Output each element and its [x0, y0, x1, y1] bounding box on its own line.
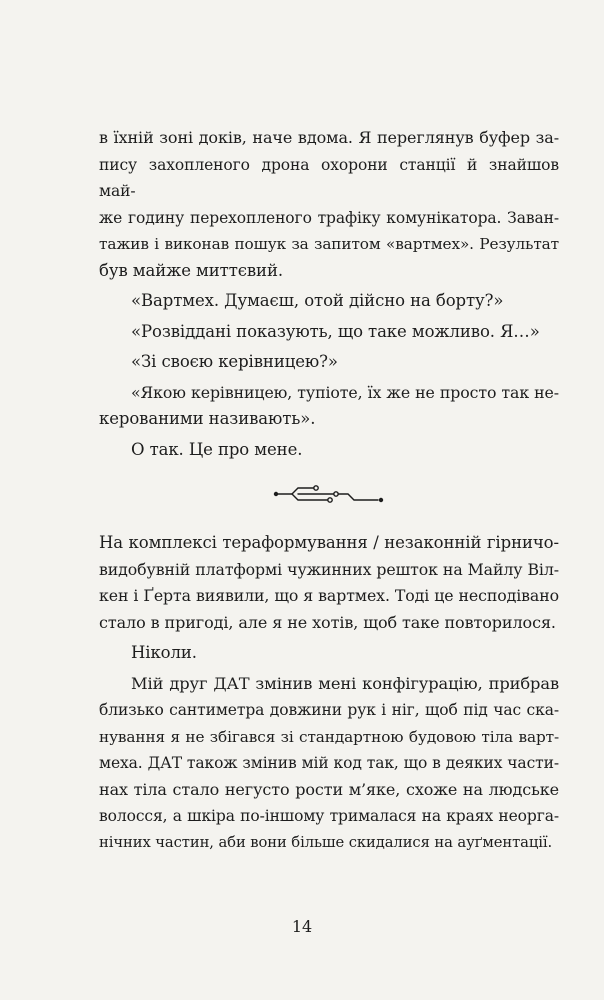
dialogue-line: «Розвіддані показують, що таке можливо. Я…» — [131, 321, 540, 341]
text-line: волосся, а шкіра по-іншому трималася на краях неорга- — [99, 807, 559, 825]
text-block-top — [99, 125, 559, 463]
text-line: Мій друг ДАТ змінив мені конфігурацію, прибрав — [131, 673, 559, 693]
text-line: в їхній зоні доків, наче вдома. Я переглянув буфер за- — [99, 128, 559, 147]
dialogue-line: «Вартмех. Думаєш, отой дійсно на борту?» — [131, 291, 504, 310]
text-line: же годину перехопленого трафіку комунікатора. Заван- — [99, 208, 559, 227]
text-line: тажив і виконав пошук за запитом «вартмех». Результат — [99, 235, 559, 253]
text-line: пису захопленого дрона охорони станції й знайшов май- — [99, 155, 559, 200]
text-line: О так. Це про мене. — [131, 439, 303, 459]
text-line: На комплексі тераформування / незаконній гірничо- — [99, 533, 559, 552]
text-line: меха. ДАТ також змінив мій код так, що в деяких части- — [99, 754, 559, 772]
text-line: кен і Ґерта виявили, що я вартмех. Тоді це несподівано — [99, 586, 559, 605]
text-line: нування я не збігався зі стандартною будовою тіла варт- — [99, 727, 559, 746]
text-line: нах тіла стало негусто рости м’яке, схоже на людське — [99, 779, 559, 799]
text-line: стало в пригоді, але я не хотів, щоб таке повторилося. — [99, 612, 556, 632]
text-line: був майже миттєвий. — [99, 260, 283, 280]
text-line: керованими називають». — [99, 409, 316, 428]
text-block-bottom — [99, 530, 559, 856]
text-line: нічних частин, аби вони більше скидалися на ауґментації. — [99, 833, 553, 851]
circuit-ornament-icon — [270, 482, 390, 506]
dialogue-line: «Зі своєю керівницею?» — [131, 352, 338, 371]
text-line: близько сантиметра довжини рук і ніг, щоб під час ска- — [99, 701, 559, 719]
dialogue-line: «Якою керівницею, тупіоте, їх же не просто так не- — [131, 382, 559, 402]
text-line: видобувній платформі чужинних решток на Майлу Віл- — [99, 559, 559, 579]
page-number: 14 — [291, 917, 313, 936]
text-line: Ніколи. — [131, 643, 197, 662]
